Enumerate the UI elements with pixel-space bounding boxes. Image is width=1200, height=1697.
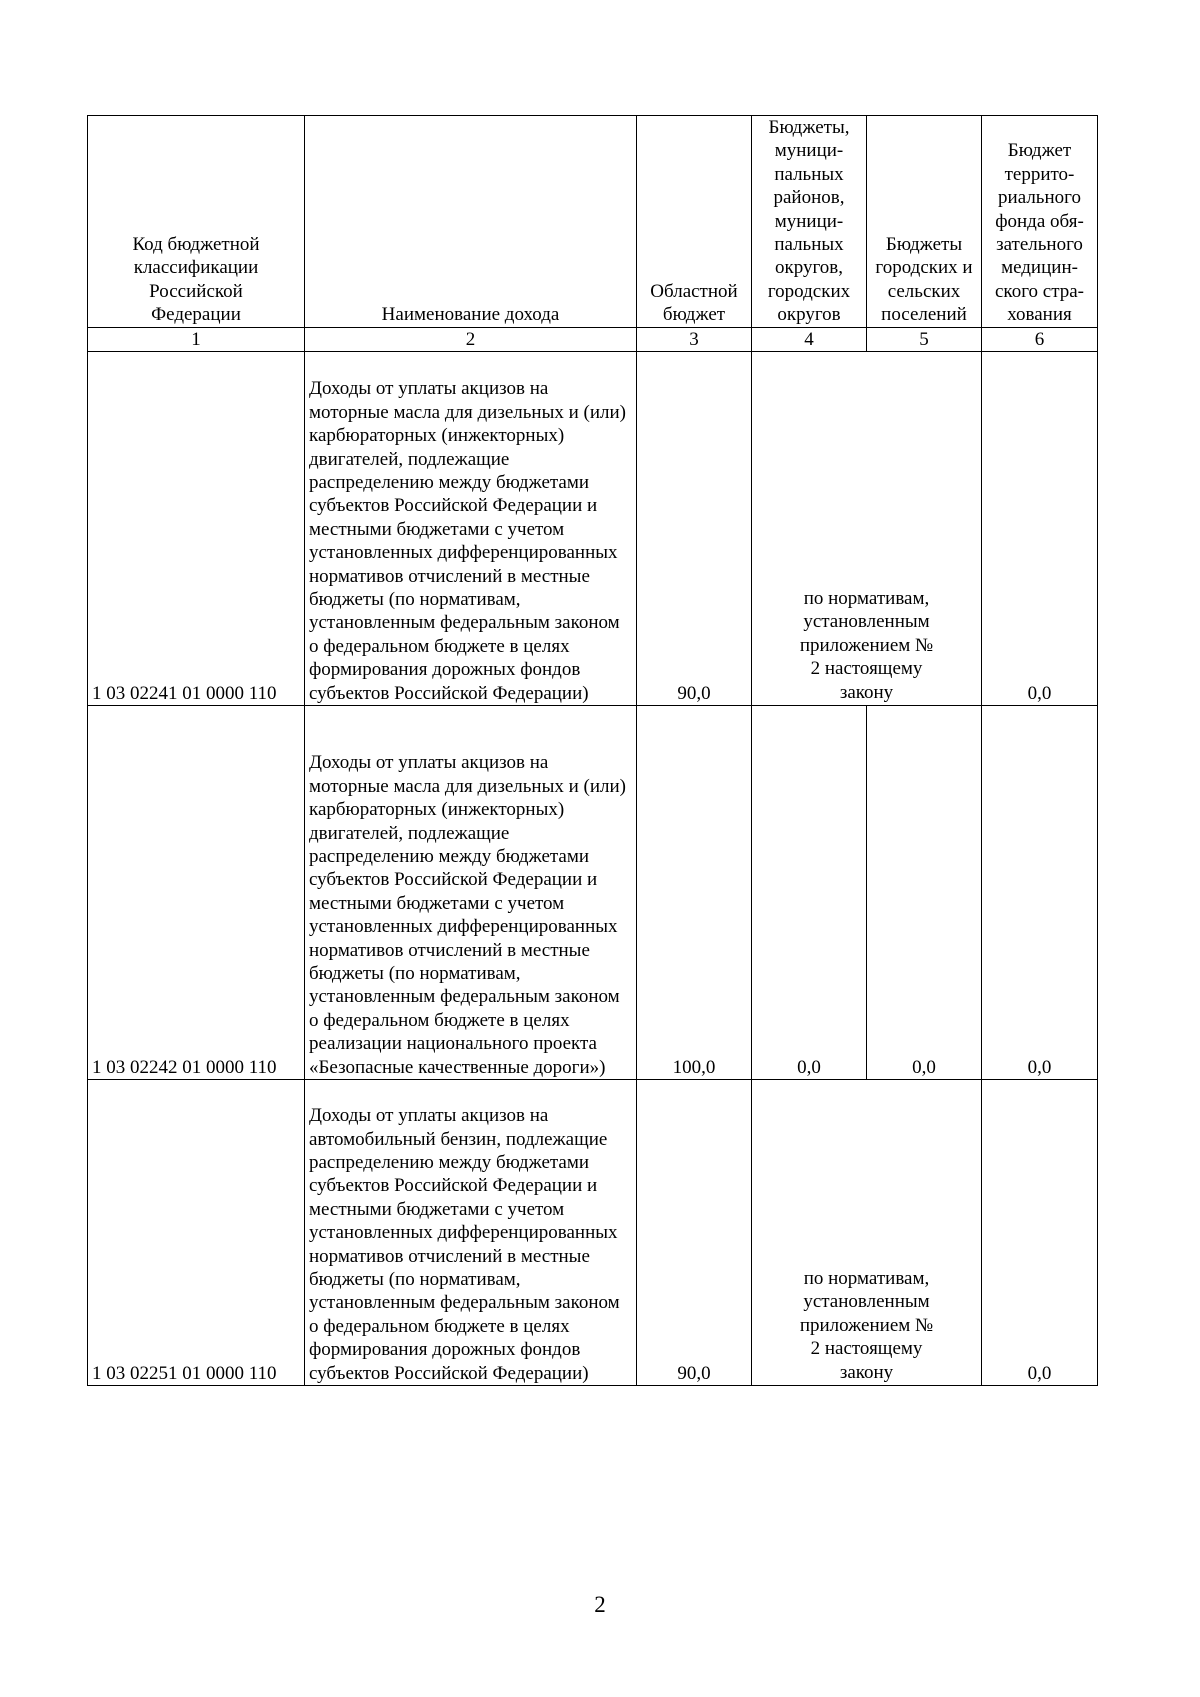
column-number: 5 — [867, 327, 982, 351]
row-territorial-value: 0,0 — [982, 706, 1098, 1080]
row-name: Доходы от уплаты акцизов на автомобильный бензин, подлежащие распределению между бюджетами субъектов Российской Федерации и местными бюджетами с учетом установленных дифференцированных нормативов отчислений в местные бюджеты (по нормативам, установленным федеральным законом о федеральном бюджете в целях формирования дорожных фондов субъектов Российской Федерации) — [305, 1080, 637, 1386]
row-territorial-value: 0,0 — [982, 1080, 1098, 1386]
column-number: 1 — [88, 327, 305, 351]
row-code: 1 03 02251 01 0000 110 — [88, 1080, 305, 1386]
header-code: Код бюджетной классификации Российской Федерации — [88, 116, 305, 328]
header-row — [88, 116, 1098, 328]
table-row — [88, 1080, 1098, 1386]
table-row — [88, 352, 1098, 706]
column-number: 6 — [982, 327, 1098, 351]
table-row — [88, 706, 1098, 1080]
page-number: 2 — [594, 1592, 606, 1617]
row-merged-note: по нормативам, установленным приложением № 2 настоящему закону — [752, 1080, 982, 1386]
row-municipal-value: 0,0 — [752, 706, 867, 1080]
header-regional: Областной бюджет — [637, 116, 752, 328]
row-code: 1 03 02241 01 0000 110 — [88, 352, 305, 706]
column-number-row — [88, 327, 1098, 351]
row-territorial-value: 0,0 — [982, 352, 1098, 706]
revenue-distribution-table — [87, 115, 1098, 1386]
row-code: 1 03 02242 01 0000 110 — [88, 706, 305, 1080]
row-name: Доходы от уплаты акцизов на моторные масла для дизельных и (или) карбюраторных (инжекторных) двигателей, подлежащие распределению между бюджетами субъектов Российской Федерации и местными бюджетами с учетом установленных дифференцированных нормативов отчислений в местные бюджеты (по нормативам, установленным федеральным законом о федеральном бюджете в целях реализации национального проекта «Безопасные качественные дороги») — [305, 706, 637, 1080]
header-municipal: Бюджеты, муници-пальных районов, муници-пальных округов, городских округов — [752, 116, 867, 328]
row-regional-value: 90,0 — [637, 1080, 752, 1386]
row-settlements-value: 0,0 — [867, 706, 982, 1080]
row-regional-value: 90,0 — [637, 352, 752, 706]
column-number: 3 — [637, 327, 752, 351]
row-regional-value: 100,0 — [637, 706, 752, 1080]
column-number: 4 — [752, 327, 867, 351]
column-number: 2 — [305, 327, 637, 351]
header-settlements: Бюджеты городских и сельских поселений — [867, 116, 982, 328]
header-territorial: Бюджет террито-риального фонда обя-зательного медицин-ского стра-хования — [982, 116, 1098, 328]
header-name: Наименование дохода — [305, 116, 637, 328]
row-name: Доходы от уплаты акцизов на моторные масла для дизельных и (или) карбюраторных (инжекторных) двигателей, подлежащие распределению между бюджетами субъектов Российской Федерации и местными бюджетами с учетом установленных дифференцированных нормативов отчислений в местные бюджеты (по нормативам, установленным федеральным законом о федеральном бюджете в целях формирования дорожных фондов субъектов Российской Федерации) — [305, 352, 637, 706]
row-merged-note: по нормативам, установленным приложением № 2 настоящему закону — [752, 352, 982, 706]
